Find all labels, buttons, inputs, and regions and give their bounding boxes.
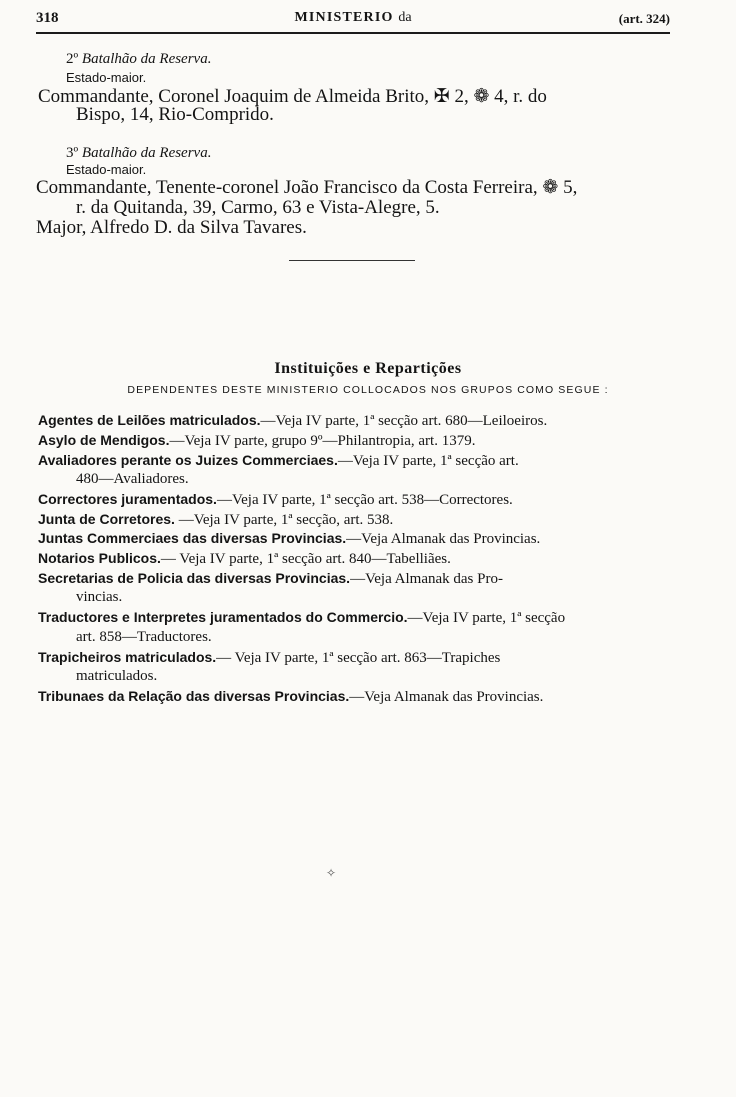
entry-term: Juntas Commerciaes das diversas Provincias. (38, 530, 347, 546)
battalion-3-commander-line (36, 176, 577, 199)
battalion-2-staff: Estado-maior. (66, 70, 147, 85)
entry-avaliadores (38, 452, 519, 470)
battalion-3-medal-grade: 5, (563, 177, 578, 198)
battalion-2-commander: Commandante, Coronel Joaquim de Almeida Brito, (38, 86, 430, 107)
entry-text: —Veja IV parte, 1ª secção art. 538—Correctores. (216, 492, 513, 508)
battalion-2-address: Bispo, 14, Rio-Comprido. (76, 104, 274, 125)
entry-tribunaes (38, 688, 543, 706)
header-title-main: MINISTERIO (294, 10, 394, 25)
battalion-3-major: Major, Alfredo D. da Silva Tavares. (36, 217, 307, 238)
entry-asylo (38, 432, 475, 450)
entry-trapicheiros (38, 649, 500, 667)
entry-text: —Veja IV parte, 1ª secção, art. 538. (174, 512, 394, 528)
entry-text: —Veja IV parte, 1ª secção art. 680—Leiloeiros. (260, 413, 548, 429)
running-header (36, 8, 670, 32)
entry-text: — Veja IV parte, 1ª secção art. 840—Tabelliães. (160, 551, 451, 567)
entry-term: Notarios Publicos. (38, 550, 161, 566)
battalion-2-heading (66, 51, 211, 68)
page-number: 318 (36, 10, 59, 26)
entry-text: —Veja IV parte, 1ª secção art. (337, 453, 519, 469)
battalion-3-address: r. da Quitanda, 39, Carmo, 63 e Vista-Alegre, 5. (76, 197, 440, 218)
entry-text: — Veja IV parte, 1ª secção art. 863—Trapiches (216, 650, 501, 666)
header-title (36, 10, 670, 26)
battalion-3-ordinal: 3º (66, 145, 79, 161)
entry-traductores-cont: art. 858—Traductores. (76, 629, 212, 645)
entry-term: Agentes de Leilões matriculados. (38, 412, 261, 428)
medal-icon: ❁ (542, 177, 559, 198)
entry-term: Avaliadores perante os Juizes Commerciaes. (38, 452, 338, 468)
header-rule (36, 32, 670, 34)
entry-juntas (38, 530, 540, 548)
battalion-2-address-start: 4, r. do (494, 86, 547, 107)
entry-junta (38, 511, 393, 529)
header-title-suffix: da (398, 10, 412, 25)
battalion-2-name: Batalhão da Reserva. (81, 51, 212, 67)
battalion-3-heading (66, 145, 211, 162)
entry-term: Trapicheiros matriculados. (38, 649, 217, 665)
entry-term: Junta de Corretores. (38, 511, 175, 527)
medal-icon: ❁ (473, 86, 490, 107)
entry-term: Tribunaes da Relação das diversas Provincias. (38, 688, 350, 704)
entry-avaliadores-cont: 480—Avaliadores. (76, 471, 189, 487)
entry-term: Correctores juramentados. (38, 491, 217, 507)
entry-text: —Veja Almanak das Provincias. (346, 531, 541, 547)
battalion-3-name: Batalhão da Reserva. (81, 145, 212, 161)
battalion-2-cross-grade: 2, (454, 86, 469, 107)
entry-text: —Veja Almanak das Provincias. (349, 689, 544, 705)
entry-notarios (38, 550, 451, 568)
entry-agentes (38, 412, 547, 430)
entry-term: Secretarias de Policia das diversas Provincias. (38, 570, 351, 586)
institutions-subtitle: DEPENDENTES DESTE MINISTERIO COLLOCADOS NOS GRUPOS COMO SEGUE : (127, 384, 609, 396)
ornament-mark: ✧ (326, 866, 337, 880)
cross-icon: ✠ (433, 86, 450, 107)
entry-trapicheiros-cont: matriculados. (76, 668, 158, 684)
header-article: (art. 324) (618, 11, 670, 26)
entry-term: Asylo de Mendigos. (38, 432, 170, 448)
institutions-title: Instituições e Repartições (274, 360, 462, 377)
entry-secretarias (38, 570, 503, 588)
entry-text: —Veja Almanak das Pro- (350, 571, 503, 587)
entry-traductores (38, 609, 565, 627)
entry-secretarias-cont: vincias. (76, 589, 123, 605)
battalion-3-commander: Commandante, Tenente-coronel João Francisco da Costa Ferreira, (36, 177, 538, 198)
entry-term: Traductores e Interpretes juramentados do Commercio. (38, 609, 408, 625)
entry-text: —Veja IV parte, grupo 9º—Philantropia, art. 1379. (169, 433, 476, 449)
entry-text: —Veja IV parte, 1ª secção (407, 610, 566, 626)
entry-correctores (38, 491, 513, 509)
battalion-2-ordinal: 2º (66, 51, 79, 67)
section-divider (289, 260, 415, 261)
battalion-3-staff: Estado-maior. (66, 162, 147, 177)
